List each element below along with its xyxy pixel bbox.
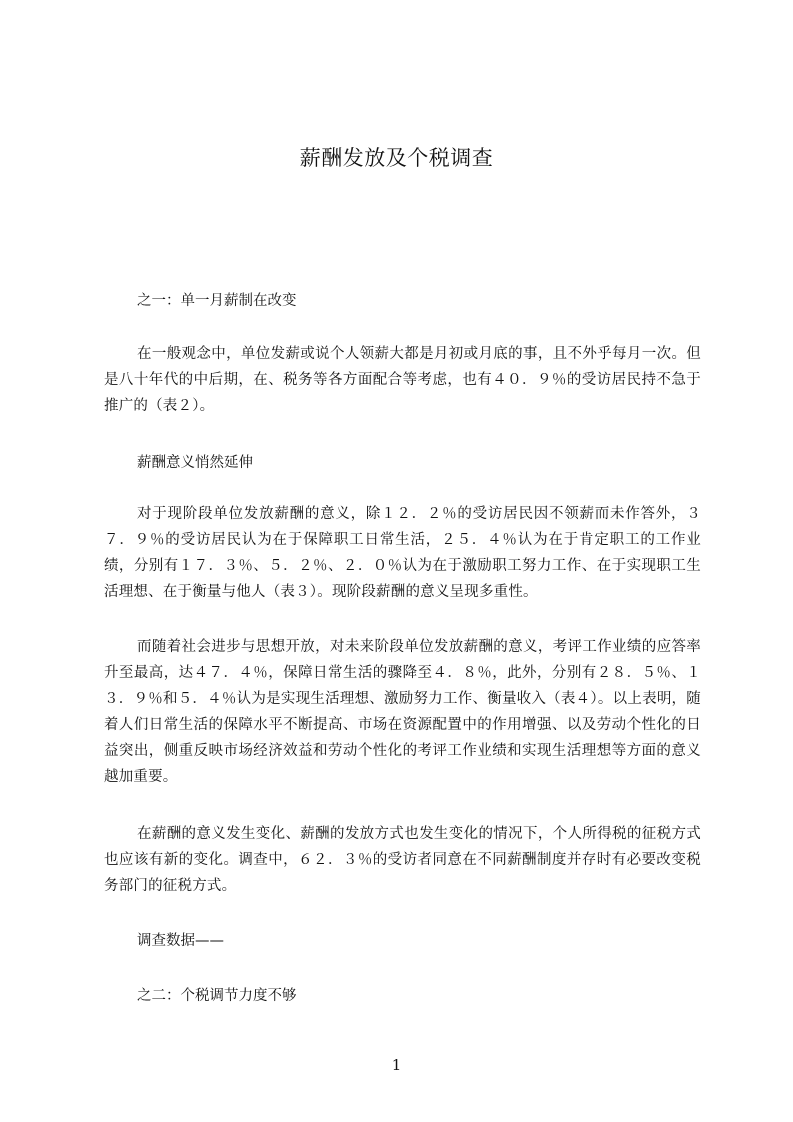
page-number: 1 bbox=[391, 1056, 402, 1074]
paragraph-4: 在薪酬的意义发生变化、薪酬的发放方式也发生变化的情况下，个人所得税的征税方式也应该有新的变化。调查中，６２．３％的受访者同意在不同薪酬制度并存时有必要改变税务部门的征税方式。 bbox=[104, 826, 701, 894]
section-heading-2: 之二：个税调节力度不够 bbox=[137, 988, 297, 1004]
section-heading-1: 之一：单一月薪制在改变 bbox=[137, 293, 297, 309]
subheading-survey-data: 调查数据—— bbox=[137, 933, 224, 949]
paragraph-3: 而随着社会进步与思想开放，对未来阶段单位发放薪酬的意义，考评工作业绩的应答率升至最高，达４７．４％，保障日常生活的骤降至４．８％，此外，分别有２８．５％、１３．９％和５．４％认为是实现生活理想、激励努力工作、衡量收入（表４）。以上表明，随着人们日常生活的保障水平不断提高、市场在资源配置中的作用增强、以及劳动个性化的日益突出，侧重反映市场经济效益和劳动个性化的考评工作业绩和实现生活理想等方面的意义越加重要。 bbox=[104, 639, 701, 785]
document-title: 薪酬发放及个税调查 bbox=[299, 146, 494, 170]
paragraph-1: 在一般观念中，单位发薪或说个人领薪大都是月初或月底的事，且不外乎每月一次。但是八十年代的中后期，在、税务等各方面配合等考虑，也有４０．９％的受访居民持不急于推广的（表２）。 bbox=[104, 346, 701, 414]
paragraph-2: 对于现阶段单位发放薪酬的意义，除１２．２％的受访居民因不领薪而未作答外，３７．９％的受访居民认为在于保障职工日常生活，２５．４％认为在于肯定职工的工作业绩，分别有１７．３％、５．２％、２．０％认为在于激励职工努力工作、在于实现职工生活理想、在于衡量与他人（表３）。现阶段薪酬的意义呈现多重性。 bbox=[104, 506, 701, 600]
subheading-salary-meaning: 薪酬意义悄然延伸 bbox=[137, 455, 253, 471]
